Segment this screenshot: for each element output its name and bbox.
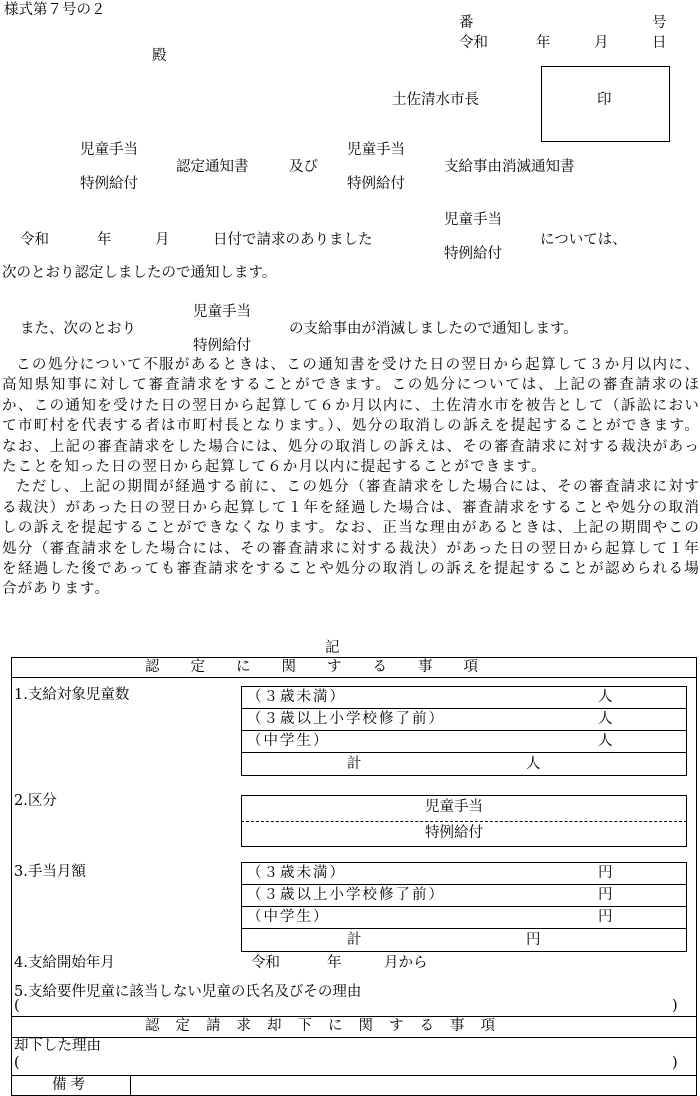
item3-row3-unit: 円 xyxy=(598,909,613,925)
item3-row2-label: （３歳以上小学校修了前） xyxy=(247,887,445,903)
appeal-paragraph-1: この処分について不服があるときは、この通知書を受けた日の翌日から起算して３か月以内に、高知県知事に対して審査請求をすることができます。この処分については、上記の審査請求のほか、この通知を受けた日の翌日から起算して６か月以内に、土佐清水市を被告として（訴訟において市町村を代表する者は市町村長となります。）、処分の取消しの訴えを提起することができます。なお、上記の審査請求をした場合には、処分の取消しの訴えは、その審査請求に対する裁決があったことを知った日の翌日から起算して６か月以内に提起することができます。 xyxy=(2,357,700,476)
s2-option-special-benefit: 特例給付 xyxy=(193,338,251,354)
issuer: 土佐清水市長 xyxy=(392,92,479,108)
s1-option-special-benefit: 特例給付 xyxy=(444,246,502,262)
item4-month-from: 月から xyxy=(384,955,428,971)
s2-option-child-allowance: 児童手当 xyxy=(193,304,251,320)
s1-year: 年 xyxy=(97,232,112,248)
item3-total-unit: 円 xyxy=(526,932,541,948)
item3-row2-unit: 円 xyxy=(598,887,613,903)
item1-row3-unit: 人 xyxy=(598,733,613,749)
item4-label: 4.支給開始年月 xyxy=(14,955,115,971)
rejection-close-paren: ) xyxy=(672,1055,678,1071)
date-day: 日 xyxy=(652,35,667,51)
reference-number-label: 番 xyxy=(459,15,474,31)
s1-month: 月 xyxy=(155,232,170,248)
title-option-special-benefit: 特例給付 xyxy=(80,176,138,192)
date-month: 月 xyxy=(594,35,609,51)
item3-row1-label: （３歳未満） xyxy=(247,865,346,881)
item4-era: 令和 xyxy=(251,955,280,971)
item5-label: 5.支給要件児童に該当しない児童の氏名及びその理由 xyxy=(14,984,362,1000)
section2-header: 認定請求却下に関する事項 xyxy=(145,1018,511,1034)
s1-continuation: 次のとおり認定しましたので通知します。 xyxy=(2,265,277,281)
item4-year: 年 xyxy=(327,955,342,971)
item1-total-label: 計 xyxy=(347,756,362,772)
title-and: 及び xyxy=(289,159,318,175)
date-year: 年 xyxy=(536,35,551,51)
item1-row2-label: （３歳以上小学校修了前） xyxy=(247,711,445,727)
item1-total-unit: 人 xyxy=(526,756,541,772)
item5-close-paren: ) xyxy=(672,998,678,1014)
s1-claim-text: 日付で請求のありました xyxy=(213,232,373,248)
item3-row1-unit: 円 xyxy=(598,865,613,881)
item3-total-label: 計 xyxy=(347,932,362,948)
seal-mark: 印 xyxy=(597,92,612,108)
rejection-label: 却下した理由 xyxy=(14,1038,101,1054)
item1-row1-label: （３歳未満） xyxy=(247,689,346,705)
remarks-label: 備考 xyxy=(52,1077,89,1093)
s2-prefix: また、次のとおり xyxy=(20,321,136,337)
title-termination-notice: 支給事由消滅通知書 xyxy=(444,159,575,175)
appeal-notice xyxy=(2,355,700,600)
item2-label: 2.区分 xyxy=(14,793,57,809)
date-era: 令和 xyxy=(459,35,488,51)
item3-label: 3.手当月額 xyxy=(14,864,86,880)
item1-row1-unit: 人 xyxy=(598,689,613,705)
item2-option-special-benefit: 特例給付 xyxy=(425,825,483,841)
item1-label: 1.支給対象児童数 xyxy=(14,687,130,703)
title-option2-child-allowance: 児童手当 xyxy=(347,142,405,158)
section1-header: 認定に関する事項 xyxy=(145,659,509,675)
ki-mark: 記 xyxy=(325,640,340,656)
s1-regarding: については、 xyxy=(540,232,627,248)
item5-open-paren: ( xyxy=(14,998,20,1014)
item2-option-child-allowance: 児童手当 xyxy=(425,799,483,815)
appeal-paragraph-2: ただし、上記の期間が経過する前に、この処分（審査請求をした場合には、その審査請求に対する裁決）があった日の翌日から起算して１年を経過した場合は、審査請求をすることや処分の取消しの訴えを提起することができなくなります。なお、正当な理由があるときは、上記の期間やこの処分（審査請求をした場合には、その審査請求に対する裁決）があった日の翌日から起算して１年を経過した後であっても審査請求をすることや処分の取消しの訴えを提起することが認められる場合があります。 xyxy=(2,479,700,598)
title-option2-special-benefit: 特例給付 xyxy=(347,176,405,192)
addressee-suffix: 殿 xyxy=(152,48,167,64)
item1-row3-label: （中学生） xyxy=(247,733,330,749)
s1-era: 令和 xyxy=(20,232,49,248)
form-number: 様式第７号の２ xyxy=(4,2,106,18)
s2-suffix: の支給事由が消滅しましたので通知します。 xyxy=(289,321,578,337)
item1-row2-unit: 人 xyxy=(598,711,613,727)
rejection-open-paren: ( xyxy=(14,1055,20,1071)
title-option-child-allowance: 児童手当 xyxy=(80,142,138,158)
title-certification-notice: 認定通知書 xyxy=(176,159,249,175)
reference-number-suffix: 号 xyxy=(652,15,667,31)
s1-option-child-allowance: 児童手当 xyxy=(444,212,502,228)
item3-row3-label: （中学生） xyxy=(247,909,330,925)
